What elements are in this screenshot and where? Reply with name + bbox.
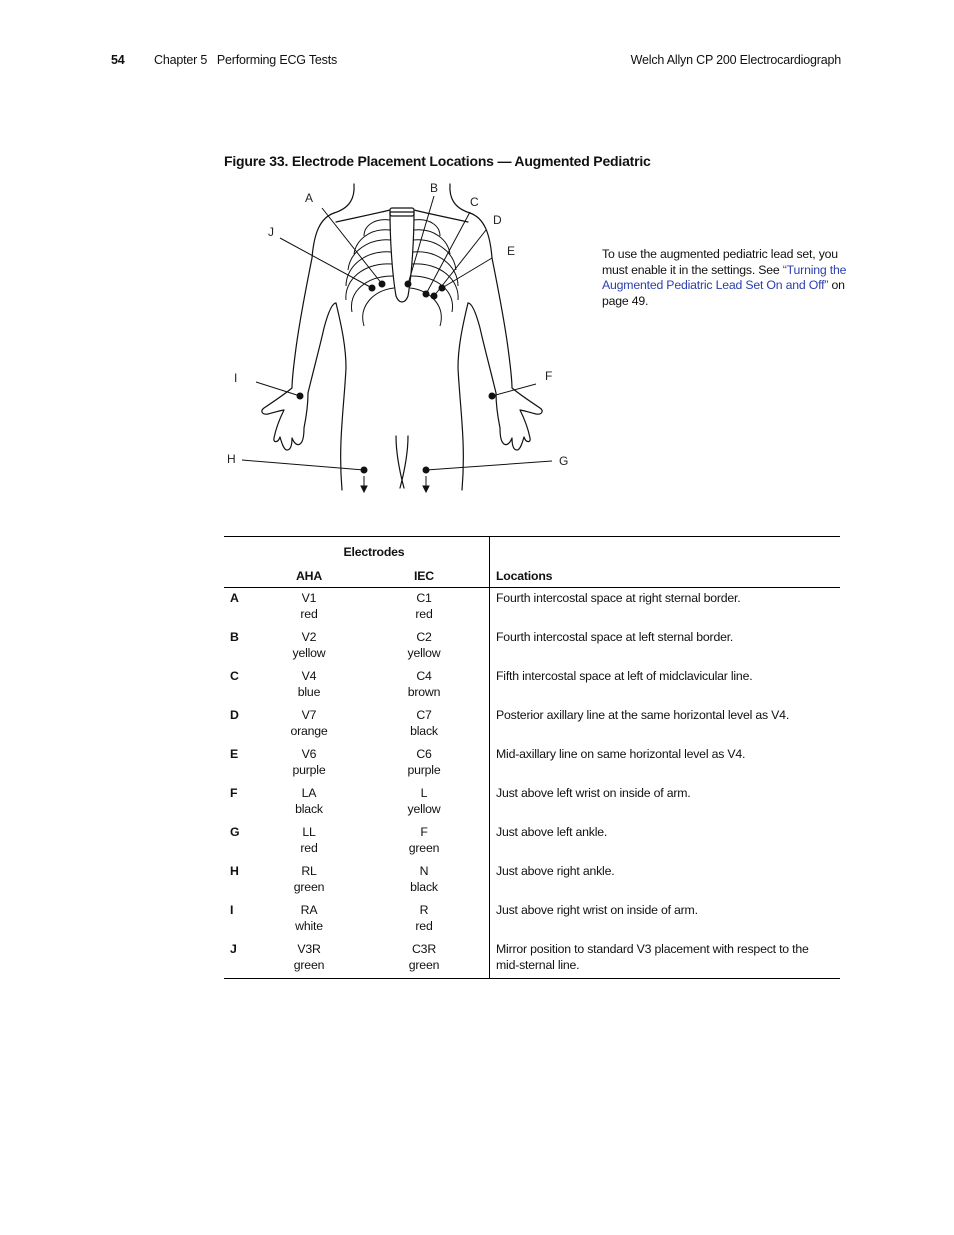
table-row	[224, 783, 840, 822]
label-a: A	[305, 191, 314, 205]
aha-color: purple	[292, 763, 326, 777]
iec-lead: L	[420, 786, 428, 800]
iec-color: yellow	[407, 802, 441, 816]
row-letter: G	[230, 825, 240, 839]
left-leg-inner	[396, 436, 404, 488]
iec-lead: C1	[416, 591, 432, 605]
iec-lead: N	[419, 864, 429, 878]
note-text-before: To use the augmented pediatric lead set, you must enable it in the settings. See	[602, 247, 838, 277]
location-cell: Fourth intercostal space at right sternal border.	[496, 591, 741, 605]
iec-cell	[359, 939, 490, 979]
iec-lead: C6	[416, 747, 432, 761]
aha-cell	[259, 627, 359, 666]
aha-color: yellow	[292, 646, 326, 660]
leg-arrows	[361, 476, 429, 492]
figure-title: Figure 33. Electrode Placement Locations — Augmented Pediatric	[224, 153, 651, 169]
electrode-i	[297, 393, 304, 400]
neck-left-line	[334, 184, 354, 213]
iec-cell	[359, 900, 490, 939]
aha-cell	[259, 783, 359, 822]
iec-cell	[359, 822, 490, 861]
aha-color: black	[295, 802, 323, 816]
iec-color: black	[410, 724, 438, 738]
electrode-d	[431, 293, 438, 300]
iec-column-header: IEC	[359, 559, 490, 588]
iec-cell	[359, 861, 490, 900]
aha-cell	[259, 666, 359, 705]
iec-cell	[359, 666, 490, 705]
aha-cell	[259, 900, 359, 939]
location-cell: Mid-axillary line on same horizontal level as V4.	[496, 747, 746, 761]
electrode-a	[379, 281, 386, 288]
aha-cell	[259, 939, 359, 979]
electrode-placement-figure	[224, 178, 584, 498]
table-row	[224, 588, 840, 628]
aha-cell	[259, 705, 359, 744]
right-arm-inner	[468, 303, 496, 393]
lead-set-note	[602, 247, 848, 309]
aha-lead: V2	[301, 630, 317, 644]
label-e: E	[507, 244, 516, 258]
aha-lead: RL	[301, 864, 317, 878]
label-i: I	[234, 371, 238, 385]
right-leg-inner	[400, 436, 408, 488]
table-row	[224, 900, 840, 939]
row-letter: B	[230, 630, 239, 644]
aha-column-header: AHA	[295, 569, 323, 583]
iec-lead: R	[419, 903, 429, 917]
location-cell: Posterior axillary line at the same horizontal level as V4.	[496, 708, 790, 722]
neck-right-line	[450, 184, 470, 213]
aha-color: orange	[290, 724, 328, 738]
row-letter: D	[230, 708, 239, 722]
product-header: Welch Allyn CP 200 Electrocardiograph	[630, 53, 841, 67]
aha-lead: LA	[301, 786, 317, 800]
table-row	[224, 822, 840, 861]
location-cell: Just above left ankle.	[496, 825, 608, 839]
electrode-f	[489, 393, 496, 400]
electrode-table	[224, 536, 840, 979]
iec-color: yellow	[407, 646, 441, 660]
location-cell: Fifth intercostal space at left of midclavicular line.	[496, 669, 753, 683]
row-letter: H	[230, 864, 239, 878]
table-row	[224, 744, 840, 783]
label-g: G	[559, 454, 569, 468]
location-cell: Just above left wrist on inside of arm.	[496, 786, 691, 800]
note-text-after: on page 49.	[602, 278, 845, 308]
aha-lead: V1	[301, 591, 317, 605]
aha-color: green	[293, 880, 325, 894]
aha-color: blue	[297, 685, 321, 699]
aha-color: green	[293, 958, 325, 972]
table-row	[224, 627, 840, 666]
iec-lead: C3R	[412, 942, 436, 956]
aha-lead: LL	[302, 825, 316, 839]
iec-color: black	[410, 880, 438, 894]
aha-lead: V4	[301, 669, 317, 683]
iec-lead: C2	[416, 630, 432, 644]
aha-lead: V3R	[297, 942, 321, 956]
label-b: B	[430, 181, 439, 195]
row-letter: E	[230, 747, 239, 761]
label-c: C	[470, 195, 479, 209]
iec-color: red	[415, 919, 433, 933]
aha-cell	[259, 588, 359, 628]
row-letter: J	[230, 942, 237, 956]
electrode-j	[369, 285, 376, 292]
iec-color: purple	[407, 763, 441, 777]
rib-cage	[346, 220, 458, 326]
right-torso-side	[458, 303, 468, 490]
iec-lead: C7	[416, 708, 432, 722]
iec-color: green	[408, 841, 440, 855]
aha-color: red	[300, 607, 318, 621]
electrode-table-body	[224, 588, 840, 979]
row-letter: C	[230, 669, 239, 683]
aha-color: white	[295, 919, 323, 933]
row-letter: I	[230, 903, 234, 917]
note-link-turning-on-off[interactable]: “Turning the Augmented Pediatric Lead Set On and Off”	[602, 262, 847, 293]
aha-lead: V7	[301, 708, 317, 722]
iec-lead: F	[420, 825, 428, 839]
label-f: F	[545, 369, 553, 383]
table-row	[224, 939, 840, 979]
iec-cell	[359, 744, 490, 783]
electrode-g	[423, 467, 430, 474]
label-d: D	[493, 213, 502, 227]
iec-color: red	[415, 607, 433, 621]
iec-cell	[359, 588, 490, 628]
location-cell: Fourth intercostal space at left sternal border.	[496, 630, 734, 644]
chapter-header: Chapter 5 Performing ECG Tests	[154, 53, 338, 67]
aha-color: red	[300, 841, 318, 855]
left-torso-side	[336, 303, 346, 490]
label-h: H	[227, 452, 236, 466]
aha-cell	[259, 822, 359, 861]
page-number: 54	[111, 53, 125, 67]
iec-lead: C4	[416, 669, 432, 683]
label-j: J	[268, 225, 274, 239]
electrode-c	[423, 291, 430, 298]
location-cell: Just above right ankle.	[496, 864, 615, 878]
aha-cell	[259, 861, 359, 900]
iec-color: brown	[407, 685, 441, 699]
electrode-b	[405, 281, 412, 288]
table-row	[224, 861, 840, 900]
iec-cell	[359, 627, 490, 666]
location-cell: Just above right wrist on inside of arm.	[496, 903, 698, 917]
row-letter: A	[230, 591, 239, 605]
table-row	[224, 705, 840, 744]
electrode-h	[361, 467, 368, 474]
aha-cell	[259, 744, 359, 783]
electrodes-group-header: Electrodes	[259, 537, 490, 560]
iec-cell	[359, 783, 490, 822]
iec-cell	[359, 705, 490, 744]
aha-lead: RA	[300, 903, 318, 917]
row-letter: F	[230, 786, 238, 800]
location-cell: Mirror position to standard V3 placement with respect to the mid-sternal line.	[496, 942, 809, 972]
table-row	[224, 666, 840, 705]
aha-lead: V6	[301, 747, 317, 761]
electrode-e	[439, 285, 446, 292]
locations-column-header: Locations	[496, 569, 553, 583]
left-arm-inner	[308, 303, 336, 393]
iec-color: green	[408, 958, 440, 972]
